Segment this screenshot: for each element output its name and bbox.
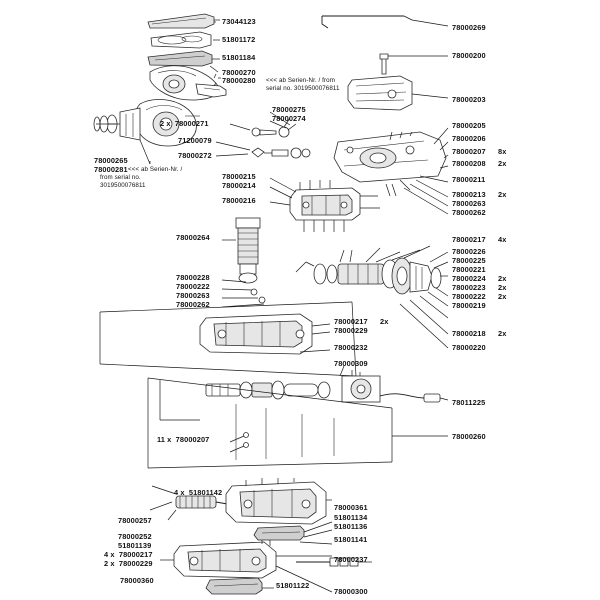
label-78000263-right: 78000263 bbox=[452, 199, 486, 208]
label-78000217-4x: 78000217 bbox=[452, 235, 486, 244]
label-78000264: 78000264 bbox=[176, 233, 210, 242]
lower-housing-group bbox=[226, 478, 332, 544]
label-78000206: 78000206 bbox=[452, 134, 486, 143]
label-78000214: 78000214 bbox=[222, 181, 256, 190]
multiplier-2x-5: 2x bbox=[498, 292, 507, 301]
label-78000274: 78000274 bbox=[272, 114, 306, 123]
label-78000360: 78000360 bbox=[120, 576, 154, 585]
label-78000211: 78000211 bbox=[452, 175, 486, 184]
label-78000220: 78000220 bbox=[452, 343, 486, 352]
label-78000203: 78000203 bbox=[452, 95, 486, 104]
label-78000200: 78000200 bbox=[452, 51, 486, 60]
label-71200079: 71200079 bbox=[178, 136, 212, 145]
spring-shaft-group bbox=[222, 218, 260, 283]
housing-cover-group bbox=[348, 76, 448, 110]
label-78000300: 78000300 bbox=[334, 587, 368, 596]
label-51801184: 51801184 bbox=[222, 53, 256, 62]
label-78000213-2x: 78000213 bbox=[452, 190, 486, 199]
label-51801142-4x: 4 x 51801142 bbox=[174, 488, 223, 497]
label-78000237: 78000237 bbox=[334, 555, 368, 564]
label-78000207-11x: 11 x 78000207 bbox=[157, 435, 210, 444]
label-78000361: 78000361 bbox=[334, 503, 368, 512]
label-serial-note-1b: serial no. 3019500076811 bbox=[266, 85, 340, 92]
label-78000207-8x: 78000207 bbox=[452, 147, 486, 156]
label-78000275: 78000275 bbox=[272, 105, 306, 114]
label-78000271: 2 x 78000271 bbox=[160, 119, 209, 128]
label-78000205: 78000205 bbox=[452, 121, 486, 130]
gearhead-housing-group bbox=[150, 66, 226, 100]
hook-tool-group bbox=[322, 16, 448, 28]
tube-hardware-group bbox=[160, 314, 330, 420]
label-78000281: 78000281 bbox=[94, 165, 128, 174]
label-51801136: 51801136 bbox=[334, 522, 368, 531]
label-51801139: 51801139 bbox=[118, 541, 152, 550]
label-78000229-2x-low: 2 x 78000229 bbox=[104, 559, 153, 568]
label-51801172: 51801172 bbox=[222, 35, 256, 44]
label-78000229-mid: 78000229 bbox=[334, 326, 368, 335]
label-78000263-left: 78000263 bbox=[176, 291, 210, 300]
label-78000222-left: 78000222 bbox=[176, 282, 210, 291]
label-78000252: 78000252 bbox=[118, 532, 152, 541]
label-78000270: 78000270 bbox=[222, 68, 256, 77]
label-73044123: 73044123 bbox=[222, 17, 256, 26]
multiplier-2x-6: 2x bbox=[498, 329, 507, 338]
label-78000219: 78000219 bbox=[452, 301, 486, 310]
label-78000222-2x: 78000222 bbox=[452, 292, 486, 301]
label-78000257: 78000257 bbox=[118, 516, 152, 525]
multiplier-2x-4: 2x bbox=[498, 283, 507, 292]
label-78000265: 78000265 bbox=[94, 156, 128, 165]
label-78000224-2x: 78000224 bbox=[452, 274, 486, 283]
label-51801122: 51801122 bbox=[276, 581, 310, 590]
label-78000262-left: 78000262 bbox=[176, 300, 210, 309]
label-78000260: 78000260 bbox=[452, 432, 486, 441]
label-78000218-2x: 78000218 bbox=[452, 329, 486, 338]
label-78011225: 78011225 bbox=[452, 398, 486, 407]
label-78000223-2x: 78000223 bbox=[452, 283, 486, 292]
multiplier-2x-7: 2x bbox=[380, 317, 389, 326]
label-serial-note-2c: 3019500076811 bbox=[100, 182, 146, 189]
label-78000226: 78000226 bbox=[452, 247, 486, 256]
label-78000217-2x-mid: 78000217 bbox=[334, 317, 368, 326]
label-78000208-2x: 78000208 bbox=[452, 159, 486, 168]
multiplier-4x: 4x bbox=[498, 235, 507, 244]
label-51801141: 51801141 bbox=[334, 535, 368, 544]
label-78000215: 78000215 bbox=[222, 172, 256, 181]
cable-group bbox=[380, 394, 448, 402]
label-serial-note-2a: <<< ab Serien-Nr. / bbox=[128, 166, 183, 173]
multiplier-2x-3: 2x bbox=[498, 274, 507, 283]
label-78000272: 78000272 bbox=[178, 151, 212, 160]
label-78000225: 78000225 bbox=[452, 256, 486, 265]
label-78000269: 78000269 bbox=[452, 23, 486, 32]
clutch-assembly-group bbox=[296, 246, 448, 348]
label-78000232: 78000232 bbox=[334, 343, 368, 352]
gearbox-block-group bbox=[270, 178, 380, 232]
multiplier-2x-1: 2x bbox=[498, 159, 507, 168]
label-78000228: 78000228 bbox=[176, 273, 210, 282]
blade-assembly-group bbox=[148, 14, 220, 66]
detail-box-group bbox=[340, 366, 380, 402]
label-78000221: 78000221 bbox=[452, 265, 486, 274]
label-serial-note-1a: <<< ab Serien-Nr. / from bbox=[266, 77, 335, 84]
multiplier-2x-2: 2x bbox=[498, 190, 507, 199]
screw-row-group bbox=[230, 433, 249, 453]
screw-group bbox=[380, 54, 448, 74]
label-78000262-right: 78000262 bbox=[452, 208, 486, 217]
label-78000217-4x-low: 4 x 78000217 bbox=[104, 550, 153, 559]
label-51801134: 51801134 bbox=[334, 513, 368, 522]
multiplier-8x: 8x bbox=[498, 147, 507, 156]
label-serial-note-2b: from serial no. bbox=[100, 174, 141, 181]
label-78000309: 78000309 bbox=[334, 359, 368, 368]
label-78000280: 78000280 bbox=[222, 76, 256, 85]
label-78000216: 78000216 bbox=[222, 196, 256, 205]
left-mid-pointers bbox=[222, 280, 265, 307]
